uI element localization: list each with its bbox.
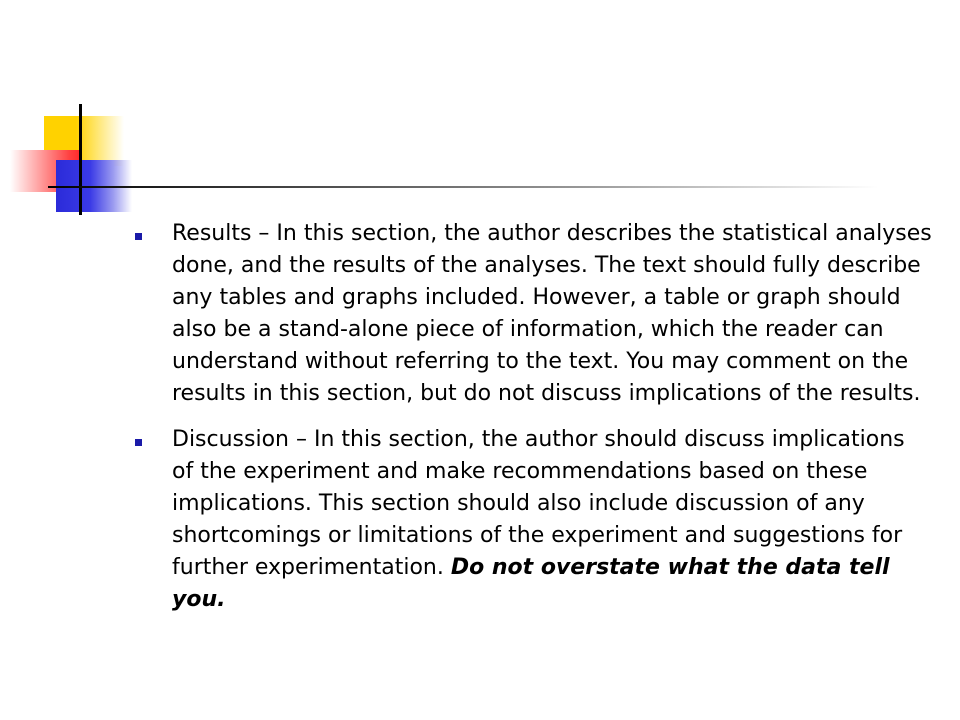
- decorative-horizontal-rule: [48, 186, 878, 188]
- bullet-discussion-emphasis: Do not overstate what the data tell you.: [172, 555, 890, 612]
- decorative-vertical-rule: [79, 104, 82, 215]
- square-bullet-icon: [135, 439, 142, 446]
- bullet-discussion-text: Discussion – In this section, the author should discuss implications of the experiment and make recommendations based on these implications. This section should also include discussion of any shortcomings or limitations of the experiment and suggestions for further experimentation.: [172, 427, 905, 580]
- bullet-discussion: [132, 424, 932, 616]
- bullet-results: [132, 218, 932, 410]
- square-bullet-icon: [135, 233, 142, 240]
- slide-body: [132, 218, 932, 630]
- bullet-results-text: Results – In this section, the author describes the statistical analyses done, and the results of the analyses. The text should fully describe any tables and graphs included. However, a table or graph should also be a stand-alone piece of information, which the reader can understand without referring to the text. You may comment on the results in this section, but do not discuss implications of the results.: [172, 221, 932, 406]
